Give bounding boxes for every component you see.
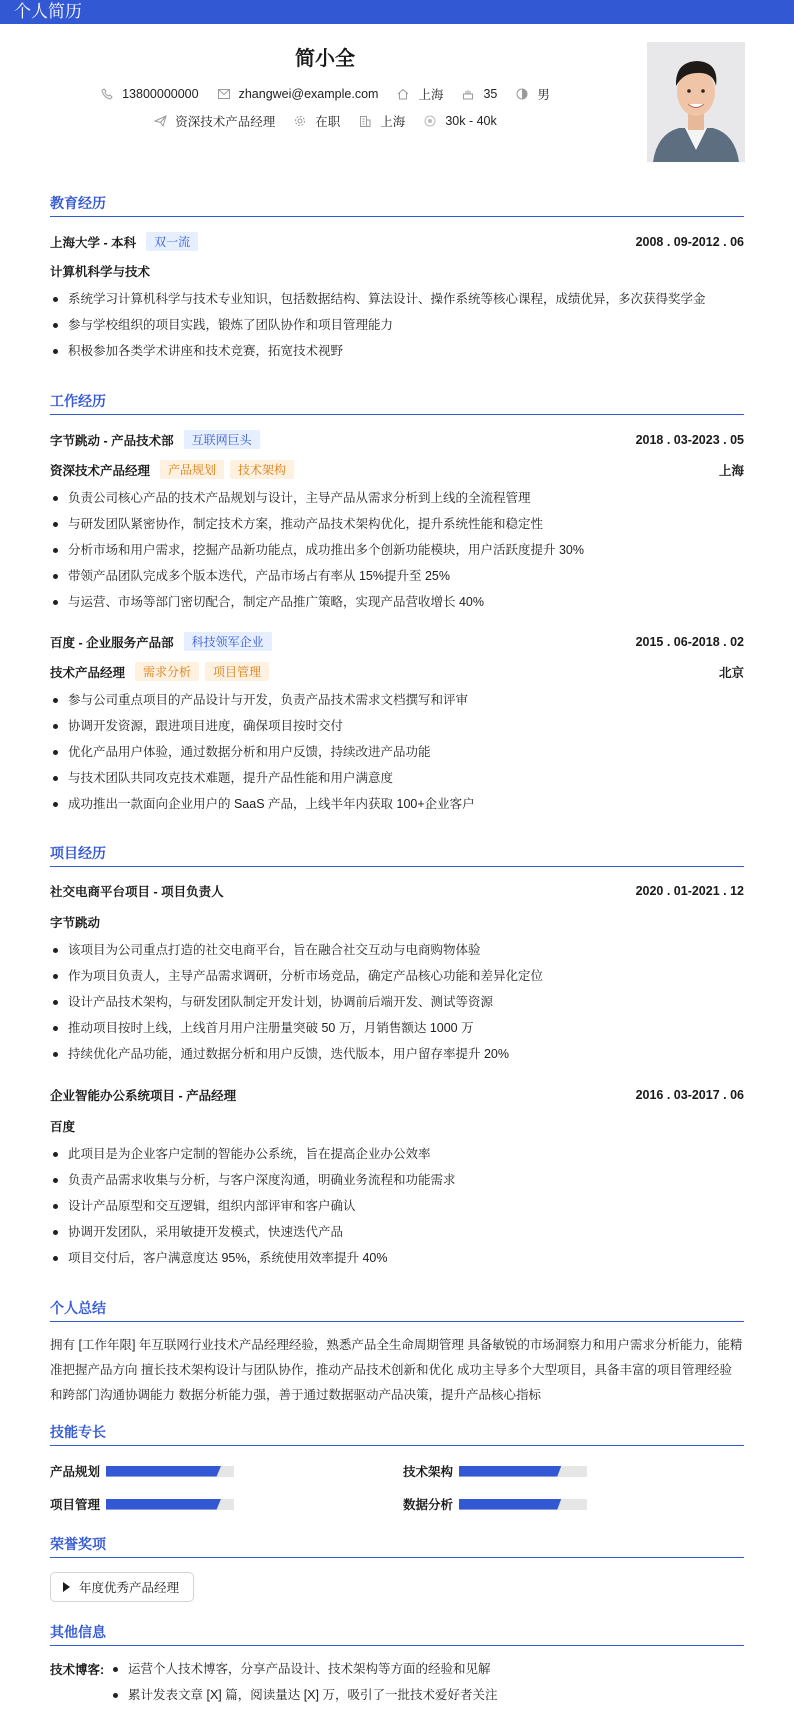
position-text: 资深技术产品经理 xyxy=(175,115,276,129)
caret-right-icon xyxy=(63,1582,70,1592)
list-item: 积极参加各类学术讲座和技术竞赛，拓宽技术视野 xyxy=(50,338,744,364)
phone-text: 13800000000 xyxy=(122,87,199,101)
project-org-row xyxy=(50,913,744,931)
salary-text: 30k - 40k xyxy=(445,114,497,128)
skill-name: 数据分析 xyxy=(403,1498,454,1512)
status-text: 在职 xyxy=(315,115,341,129)
skill-bar xyxy=(459,1466,587,1477)
job-city: 北京 xyxy=(718,665,744,680)
job-company-tag: 互联网巨头 xyxy=(184,430,260,449)
skill-bar-fill xyxy=(106,1466,221,1477)
list-item: 协调开发团队，采用敏捷开发模式，快速迭代产品 xyxy=(50,1219,744,1245)
list-item: 作为项目负责人，主导产品需求调研，分析市场竞品，确定产品核心功能和差异化定位 xyxy=(50,963,744,989)
job-header-row xyxy=(50,632,744,651)
projects-section-title: 项目经历 xyxy=(50,843,744,867)
phone-icon xyxy=(100,87,114,101)
job-period: 2015 . 06-2018 . 02 xyxy=(635,634,744,649)
list-item: 此项目是为企业客户定制的智能办公系统，旨在提高企业办公效率 xyxy=(50,1141,744,1167)
project-period: 2020 . 01-2021 . 12 xyxy=(635,884,744,898)
project-period: 2016 . 03-2017 . 06 xyxy=(635,1088,744,1102)
gender-item xyxy=(515,85,550,103)
job-company: 字节跳动 - 产品技术部 xyxy=(50,433,174,448)
project-list xyxy=(50,937,744,1067)
list-item: 参与学校组织的项目实践，锻炼了团队协作和项目管理能力 xyxy=(50,312,744,338)
gender-text: 男 xyxy=(537,88,550,102)
target-city-item xyxy=(358,112,405,130)
mail-icon xyxy=(217,87,231,101)
location-text: 上海 xyxy=(418,88,444,102)
skill-name: 产品规划 xyxy=(50,1465,101,1479)
education-header-row xyxy=(50,232,744,251)
project-org-row xyxy=(50,1117,744,1135)
skill-bar-fill xyxy=(106,1499,221,1510)
education-tag: 双一流 xyxy=(146,232,198,251)
summary-text: 拥有 [工作年限] 年互联网行业技术产品经理经验，熟悉产品全生命周期管理 具备敏锐的市场洞察力和用户需求分析能力，能精准把握产品方向 擅长技术架构设计与团队协作，推动产品技术创新和优化 成功主导多个大型项目，具备丰富的项目管理经验和跨部门沟通协调能力 数据分析能力强，善于通过数据驱动产品决策，提升产品核心指标 xyxy=(50,1338,743,1402)
skill-item xyxy=(403,1495,587,1513)
status-item xyxy=(293,112,340,130)
list-item: 设计产品原型和交互逻辑，组织内部评审和客户确认 xyxy=(50,1193,744,1219)
education-period: 2008 . 09-2012 . 06 xyxy=(635,234,744,249)
list-item: 负责产品需求收集与分析，与客户深度沟通，明确业务流程和功能需求 xyxy=(50,1167,744,1193)
avatar xyxy=(647,42,745,162)
skill-item xyxy=(50,1462,234,1480)
blog-label: 技术博客: xyxy=(50,1663,105,1677)
skill-bar xyxy=(459,1499,587,1510)
location-item xyxy=(396,85,443,103)
education-major-row xyxy=(50,262,744,280)
list-item: 设计产品技术架构，与研发团队制定开发计划，协调前后端开发、测试等资源 xyxy=(50,989,744,1015)
project-header-row xyxy=(50,882,744,900)
target-city-text: 上海 xyxy=(380,115,406,129)
age-icon xyxy=(461,87,475,101)
project-name: 社交电商平台项目 - 项目负责人 xyxy=(50,885,224,899)
job-list xyxy=(50,687,744,817)
summary-section-title: 个人总结 xyxy=(50,1298,744,1322)
project-org: 字节跳动 xyxy=(50,916,101,930)
gender-icon xyxy=(515,87,529,101)
other-section-title: 其他信息 xyxy=(50,1622,744,1646)
award-text: 年度优秀产品经理 xyxy=(79,1581,180,1595)
list-item: 与研发团队紧密协作，制定技术方案，推动产品技术架构优化，提升系统性能和稳定性 xyxy=(50,511,744,537)
list-item: 成功推出一款面向企业用户的 SaaS 产品，上线半年内获取 100+企业客户 xyxy=(50,791,744,817)
send-icon xyxy=(153,114,167,128)
list-item: 该项目为公司重点打造的社交电商平台，旨在融合社交互动与电商购物体验 xyxy=(50,937,744,963)
list-item: 分析市场和用户需求，挖掘产品新功能点，成功推出多个创新功能模块，用户活跃度提升 30% xyxy=(50,537,744,563)
salary-item xyxy=(423,114,496,128)
job-role-row xyxy=(50,662,744,681)
other-list xyxy=(110,1656,710,1708)
job-company-tag: 科技领军企业 xyxy=(184,632,272,651)
skill-bar-fill xyxy=(459,1466,561,1477)
email-text: zhangwei@example.com xyxy=(238,87,379,101)
skill-item xyxy=(50,1495,234,1513)
project-header-row xyxy=(50,1086,744,1104)
education-major: 计算机科学与技术 xyxy=(50,265,151,279)
list-item: 推动项目按时上线，上线首月用户注册量突破 50 万，月销售额达 1000 万 xyxy=(50,1015,744,1041)
project-name: 企业智能办公系统项目 - 产品经理 xyxy=(50,1089,237,1103)
job-role-tag: 需求分析 xyxy=(135,662,199,681)
age-item xyxy=(461,87,497,101)
skill-name: 项目管理 xyxy=(50,1498,101,1512)
job-role-tag: 项目管理 xyxy=(205,662,269,681)
job-header-row xyxy=(50,430,744,449)
job-role-tag: 技术架构 xyxy=(230,460,294,479)
list-item: 与运营、市场等部门密切配合，制定产品推广策略，实现产品营收增长 40% xyxy=(50,589,744,615)
skill-bar xyxy=(106,1499,234,1510)
list-item: 项目交付后，客户满意度达 95%，系统使用效率提升 40% xyxy=(50,1245,744,1271)
contact-row xyxy=(0,85,650,103)
list-item: 协调开发资源，跟进项目进度，确保项目按时交付 xyxy=(50,713,744,739)
list-item: 系统学习计算机科学与技术专业知识，包括数据结构、算法设计、操作系统等核心课程，成绩优异，多次获得奖学金 xyxy=(50,286,744,312)
job-role-tag: 产品规划 xyxy=(160,460,224,479)
skill-bar xyxy=(106,1466,234,1477)
education-school: 上海大学 - 本科 xyxy=(50,235,137,250)
job-period: 2018 . 03-2023 . 05 xyxy=(635,432,744,447)
list-item: 带领产品团队完成多个版本迭代，产品市场占有率从 15%提升至 25% xyxy=(50,563,744,589)
skill-item xyxy=(403,1462,587,1480)
page-title: 个人简历 xyxy=(14,2,82,21)
skills-section-title: 技能专长 xyxy=(50,1422,744,1446)
position-item xyxy=(153,112,275,130)
project-list xyxy=(50,1141,744,1271)
email-item xyxy=(217,87,379,101)
job-city: 上海 xyxy=(718,463,744,478)
job-role-row xyxy=(50,460,744,479)
profile-name: 简小全 xyxy=(295,48,355,70)
list-item: 累计发表文章 [X] 篇，阅读量达 [X] 万，吸引了一批技术爱好者关注 xyxy=(110,1682,710,1708)
gear-icon xyxy=(293,114,307,128)
project-org: 百度 xyxy=(50,1120,76,1134)
list-item: 负责公司核心产品的技术产品规划与设计，主导产品从需求分析到上线的全流程管理 xyxy=(50,485,744,511)
list-item: 参与公司重点项目的产品设计与开发，负责产品技术需求文档撰写和评审 xyxy=(50,687,744,713)
list-item: 与技术团队共同攻克技术难题，提升产品性能和用户满意度 xyxy=(50,765,744,791)
award-toggle[interactable] xyxy=(50,1572,194,1602)
list-item: 优化产品用户体验，通过数据分析和用户反馈，持续改进产品功能 xyxy=(50,739,744,765)
money-icon xyxy=(423,114,437,128)
list-item: 持续优化产品功能，通过数据分析和用户反馈，迭代版本，用户留存率提升 20% xyxy=(50,1041,744,1067)
honors-section-title: 荣誉奖项 xyxy=(50,1534,744,1558)
page-title-bar xyxy=(0,0,794,24)
profile-header xyxy=(0,36,794,166)
age-text: 35 xyxy=(483,87,498,101)
job-list xyxy=(50,485,744,615)
job-role: 资深技术产品经理 xyxy=(50,463,151,478)
work-section-title: 工作经历 xyxy=(50,391,744,415)
education-section-title: 教育经历 xyxy=(50,193,744,217)
building-icon xyxy=(358,114,372,128)
skill-name: 技术架构 xyxy=(403,1465,454,1479)
job-role: 技术产品经理 xyxy=(50,665,126,680)
phone-item xyxy=(100,87,198,101)
job-row xyxy=(0,112,650,130)
home-icon xyxy=(396,87,410,101)
skill-bar-fill xyxy=(459,1499,561,1510)
list-item: 运营个人技术博客，分享产品设计、技术架构等方面的经验和见解 xyxy=(110,1656,710,1682)
education-list xyxy=(50,286,744,364)
job-company: 百度 - 企业服务产品部 xyxy=(50,635,174,650)
